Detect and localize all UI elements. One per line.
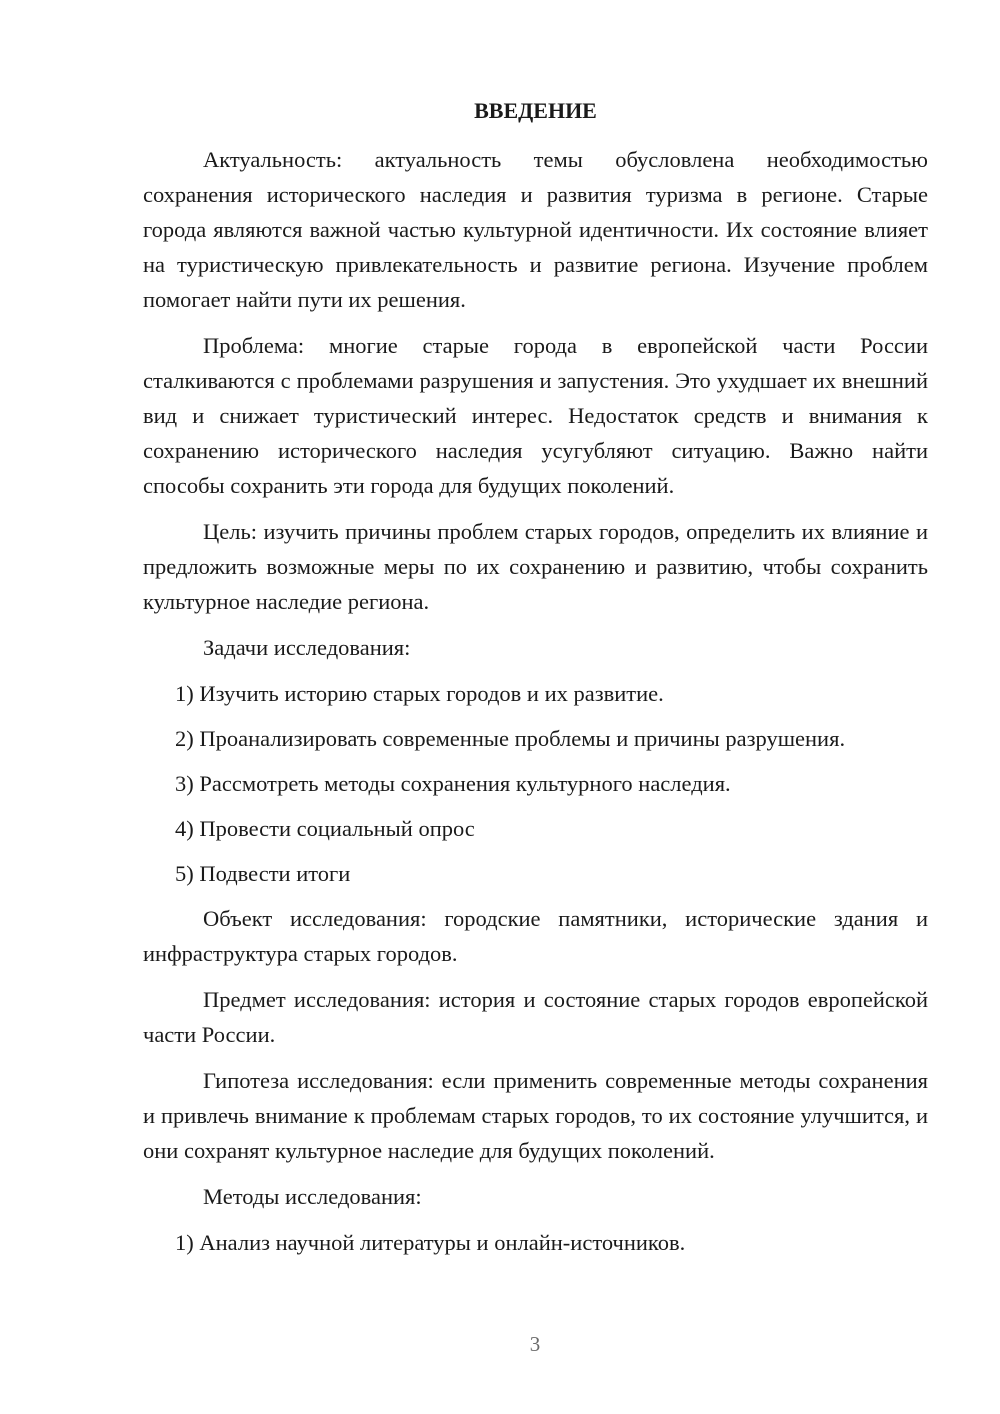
page-number: 3	[529, 1332, 541, 1356]
relevance-paragraph: Актуальность: актуальность темы обусловлена необходимостью сохранения исторического наследия и развития туризма в регионе. Старые города являются важной частью культурной идентичности. Их состояние влияет на туристическую привлекательность и развитие региона. Изучение проблем помогает найти пути их решения.	[143, 147, 928, 312]
object-paragraph: Объект исследования: городские памятники, исторические здания и инфраструктура старых городов.	[143, 906, 928, 966]
task-item: 3) Рассмотреть методы сохранения культурного наследия.	[175, 771, 731, 796]
task-item: 2) Проанализировать современные проблемы и причины разрушения.	[175, 726, 846, 751]
problem-paragraph: Проблема: многие старые города в европейской части России сталкиваются с проблемами разрушения и запустения. Это ухудшает их внешний вид и снижает туристический интерес. Недостаток средств и внимания к сохранению исторического наследия усугубляют ситуацию. Важно найти способы сохранить эти города для будущих поколений.	[143, 333, 928, 498]
section-title: ВВЕДЕНИЕ	[474, 98, 597, 123]
methods-list	[143, 1225, 928, 1260]
task-item: 4) Провести социальный опрос	[175, 816, 475, 841]
hypothesis-paragraph: Гипотеза исследования: если применить современные методы сохранения и привлечь внимание к проблемам старых городов, то их состояние улучшится, и они сохранят культурное наследие для будущих поколений.	[143, 1068, 928, 1163]
methods-heading: Методы исследования:	[203, 1184, 422, 1209]
subject-paragraph: Предмет исследования: история и состояние старых городов европейской части России.	[143, 987, 928, 1047]
page-content	[143, 92, 928, 1270]
task-item: 1) Изучить историю старых городов и их развитие.	[175, 681, 664, 706]
task-item: 5) Подвести итоги	[175, 861, 351, 886]
tasks-list	[143, 676, 928, 891]
method-item: 1) Анализ научной литературы и онлайн-источников.	[175, 1230, 686, 1255]
tasks-heading: Задачи исследования:	[203, 635, 411, 660]
goal-paragraph: Цель: изучить причины проблем старых городов, определить их влияние и предложить возможные меры по их сохранению и развитию, чтобы сохранить культурное наследие региона.	[143, 519, 928, 614]
